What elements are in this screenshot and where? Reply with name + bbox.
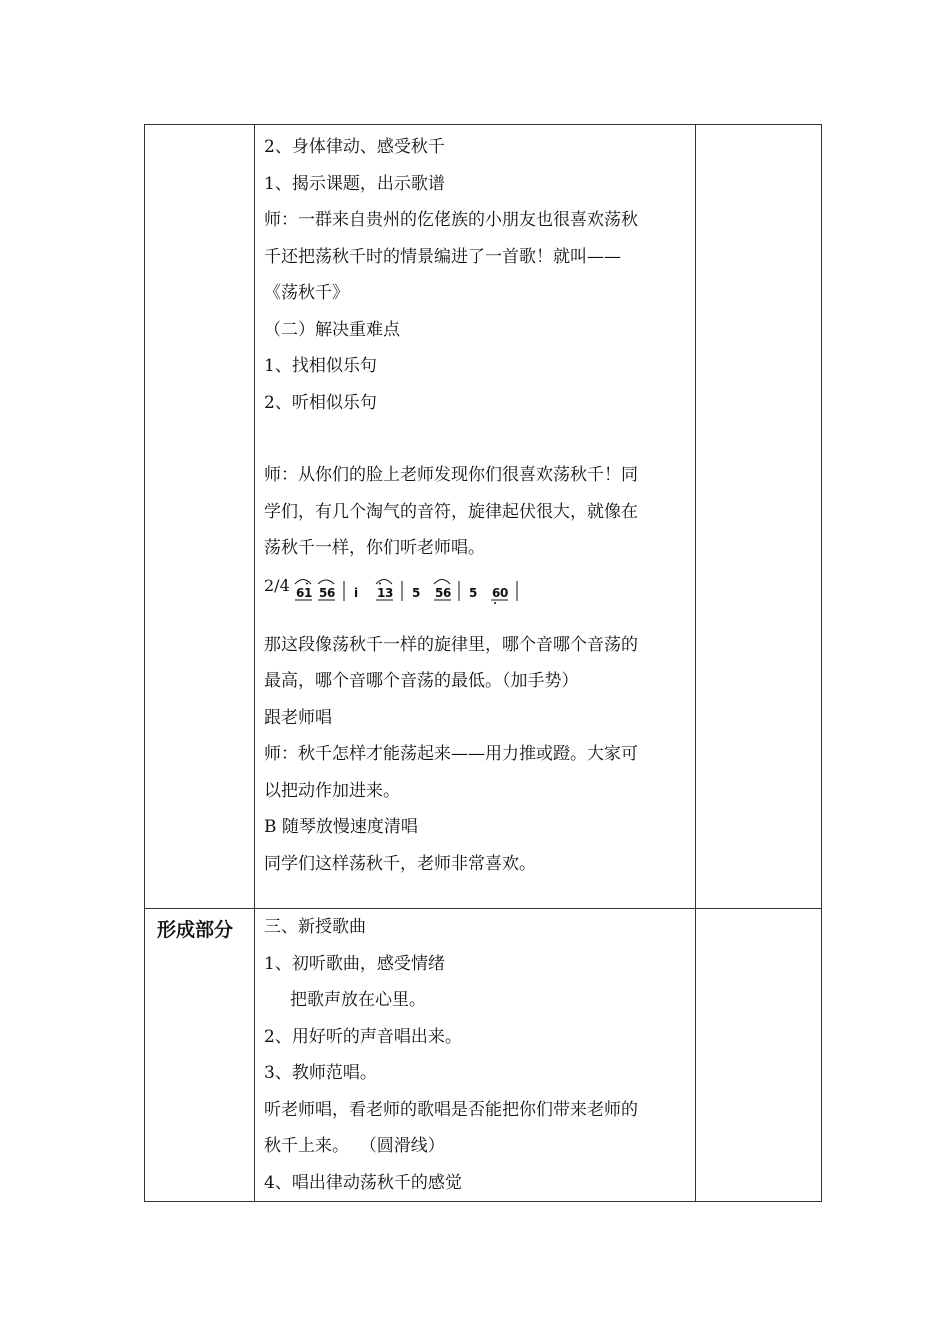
text-line: （二）解决重难点 (264, 319, 400, 340)
text-line: 同学们这样荡秋千，老师非常喜欢。 (264, 853, 536, 874)
svg-text:5: 5 (468, 585, 478, 600)
text-line: B 随琴放慢速度清唱 (264, 817, 418, 837)
svg-text:0: 0 (499, 585, 509, 600)
svg-text:3: 3 (384, 585, 394, 600)
svg-text:5: 5 (434, 585, 444, 600)
svg-text:5: 5 (411, 585, 421, 600)
text-line: 1、初听歌曲，感受情绪 (264, 953, 445, 974)
lesson-plan-table (144, 124, 822, 1202)
text-line: 师：一群来自贵州的仡佬族的小朋友也很喜欢荡秋 (264, 210, 638, 230)
text-line: 2、用好听的声音唱出来。 (264, 1026, 462, 1047)
content-cell (255, 909, 696, 1202)
table-row (145, 125, 822, 909)
numbered-notation-score (292, 569, 552, 605)
text-line: 4、唱出律动荡秋千的感觉 (264, 1172, 462, 1193)
content-cell (255, 125, 696, 909)
text-line: 学们，有几个淘气的音符，旋律起伏很大，就像在 (264, 501, 638, 522)
text-line: 2、身体律动、感受秋千 (264, 137, 445, 157)
text-line: 1、揭示课题，出示歌谱 (264, 173, 445, 194)
notes-cell-empty (696, 125, 822, 909)
text-line: 把歌声放在心里。 (290, 990, 426, 1010)
text-line: 师：从你们的脸上老师发现你们很喜欢荡秋千！同 (264, 465, 638, 485)
text-line: 跟老师唱 (264, 707, 332, 728)
text-line: 最高，哪个音哪个音荡的最低。（加手势） (264, 671, 579, 691)
text-line: 千还把荡秋千时的情景编进了一首歌！就叫—— (264, 246, 621, 267)
text-line: 《荡秋千》 (264, 283, 349, 303)
text-line: 2、听相似乐句 (264, 392, 377, 413)
svg-text:1: 1 (303, 585, 313, 600)
svg-text:6: 6 (491, 585, 501, 600)
svg-text:i: i (353, 585, 358, 600)
svg-text:1: 1 (376, 585, 386, 600)
time-signature: 2/4 (264, 576, 290, 596)
text-line: 三、新授歌曲 (264, 917, 366, 937)
music-notation (264, 567, 687, 607)
text-line: 师：秋千怎样才能荡起来——用力推或蹬。大家可 (264, 744, 638, 764)
text-line: 以把动作加进来。 (264, 780, 400, 801)
text-line: 秋千上来。 （圆滑线） (264, 1136, 445, 1156)
table-row (145, 909, 822, 1202)
section-cell (145, 909, 255, 1202)
notes-cell-empty (696, 909, 822, 1202)
text-line: 1、找相似乐句 (264, 356, 377, 376)
svg-text:6: 6 (442, 585, 452, 600)
svg-text:5: 5 (318, 585, 328, 600)
section-cell-empty (145, 125, 255, 909)
svg-text:6: 6 (326, 585, 336, 600)
blank-line (264, 607, 687, 627)
blank-line (264, 421, 687, 457)
text-line: 听老师唱，看老师的歌唱是否能把你们带来老师的 (264, 1099, 638, 1120)
svg-text:6: 6 (295, 585, 305, 600)
text-line: 那这段像荡秋千一样的旋律里，哪个音哪个音荡的 (264, 634, 638, 655)
section-label: 形成部分 (157, 919, 234, 941)
text-line: 3、教师范唱。 (264, 1063, 377, 1083)
text-line: 荡秋千一样，你们听老师唱。 (264, 538, 485, 558)
